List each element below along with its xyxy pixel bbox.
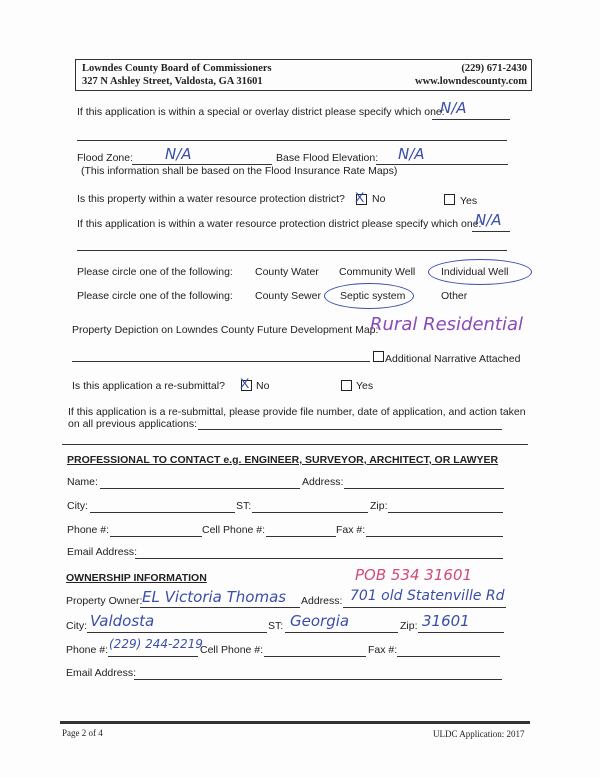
resubmittal-label: Is this application a re-submittal? — [72, 380, 225, 392]
org-website: www.lowndescounty.com — [414, 76, 527, 87]
resubmittal-yes-checkbox[interactable] — [341, 380, 352, 391]
flood-zone-value[interactable]: N/A — [165, 145, 192, 163]
pro-phone-label: Phone #: — [67, 524, 110, 536]
pro-fax-label: Fax #: — [336, 524, 366, 536]
selection-circle — [428, 259, 532, 285]
narrative-checkbox[interactable] — [373, 351, 384, 362]
header-box — [75, 59, 532, 91]
page-number: Page 2 of 4 — [62, 728, 103, 738]
bfe-value[interactable]: N/A — [398, 145, 425, 163]
sewer-option-county[interactable]: County Sewer — [255, 290, 321, 302]
flood-zone-label: Flood Zone: — [77, 152, 134, 164]
wrpd-label: Is this property within a water resource protection district? — [77, 193, 345, 205]
water-option-individual[interactable]: Individual Well — [441, 266, 509, 278]
owner-value[interactable]: EL Victoria Thomas — [142, 588, 287, 606]
owner-phone-label: Phone #: — [66, 644, 109, 656]
wrpd-no-label: No — [372, 193, 386, 205]
professional-heading: PROFESSIONAL TO CONTACT e.g. ENGINEER, SURVEYOR, ARCHITECT, OR LAWYER — [67, 454, 499, 466]
org-address: 327 N Ashley Street, Valdosta, GA 31601 — [82, 76, 263, 87]
flood-note: (This information shall be based on the Flood Insurance Rate Maps) — [81, 165, 398, 177]
ownership-note: POB 534 31601 — [355, 566, 473, 584]
org-name: Lowndes County Board of Commissioners — [82, 63, 272, 74]
pro-name-label: Name: — [67, 476, 98, 488]
narrative-label: Additional Narrative Attached — [385, 353, 521, 365]
owner-email-label: Email Address: — [66, 667, 137, 679]
owner-address-value[interactable]: 701 old Statenville Rd — [350, 588, 505, 604]
overlay-label: If this application is within a special or overlay district please specify which one: — [77, 106, 445, 118]
owner-phone-value[interactable]: (229) 244-2219 — [109, 637, 203, 651]
resubmittal-info-2: on all previous applications: — [68, 418, 197, 430]
org-phone: (229) 671-2430 — [461, 63, 527, 74]
selection-circle — [324, 283, 414, 309]
owner-zip-value[interactable]: 31601 — [422, 612, 470, 630]
sewer-option-septic[interactable]: Septic system — [340, 290, 406, 302]
owner-fax-label: Fax #: — [368, 644, 398, 656]
pro-st-label: ST: — [236, 500, 252, 512]
owner-cell-label: Cell Phone #: — [200, 644, 264, 656]
wrpd-specify-label: If this application is within a water resource protection district please specify which one: — [77, 218, 482, 230]
resubmittal-no-checkbox[interactable]: X — [241, 380, 252, 391]
pro-zip-label: Zip: — [370, 500, 388, 512]
water-label: Please circle one of the following: — [77, 266, 233, 278]
owner-st-value[interactable]: Georgia — [290, 612, 350, 630]
depiction-label: Property Depiction on Lowndes County Future Development Map: — [72, 324, 379, 336]
owner-zip-label: Zip: — [400, 620, 418, 632]
owner-city-label: City: — [66, 620, 87, 632]
pro-city-label: City: — [67, 500, 88, 512]
sewer-option-other[interactable]: Other — [441, 290, 468, 302]
water-option-county[interactable]: County Water — [255, 266, 319, 278]
resubmittal-yes-label: Yes — [356, 380, 374, 392]
footer-rule — [60, 721, 530, 724]
owner-city-value[interactable]: Valdosta — [90, 612, 155, 630]
wrpd-specify-value[interactable]: N/A — [475, 211, 502, 229]
wrpd-yes-checkbox[interactable] — [444, 194, 455, 205]
bfe-label: Base Flood Elevation: — [276, 152, 379, 164]
owner-address-label: Address: — [301, 595, 343, 607]
resubmittal-info: If this application is a re-submittal, please provide file number, date of application, and action taken — [68, 406, 526, 418]
owner-st-label: ST: — [268, 620, 284, 632]
pro-cell-label: Cell Phone #: — [202, 524, 266, 536]
pro-address-label: Address: — [302, 476, 344, 488]
water-option-community[interactable]: Community Well — [339, 266, 416, 278]
form-id: ULDC Application: 2017 — [433, 729, 525, 739]
depiction-value[interactable]: Rural Residential — [370, 314, 524, 335]
sewer-label: Please circle one of the following: — [77, 290, 233, 302]
owner-label: Property Owner: — [66, 595, 143, 607]
resubmittal-no-label: No — [256, 380, 270, 392]
wrpd-no-checkbox[interactable]: X — [356, 194, 367, 205]
wrpd-yes-label: Yes — [460, 195, 478, 207]
overlay-value[interactable]: N/A — [440, 99, 467, 117]
ownership-heading: OWNERSHIP INFORMATION — [66, 572, 207, 584]
pro-email-label: Email Address: — [67, 546, 138, 558]
